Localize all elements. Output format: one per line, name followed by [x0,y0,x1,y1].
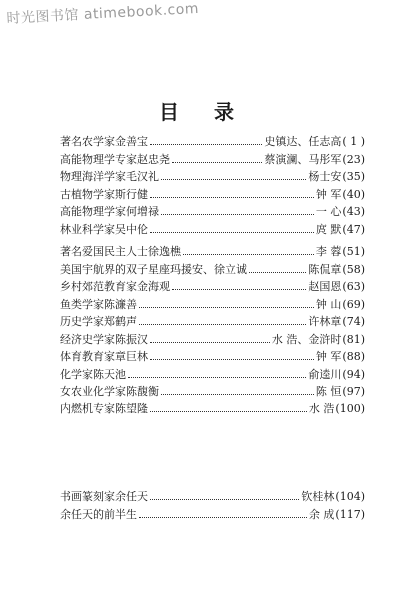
toc-group-art [60,487,365,522]
entry-title: 古植物学家斯行健 [60,187,148,201]
entry-author: 蔡演澜、马彤军 [264,152,342,166]
entry-author: 陈侃章 [308,262,342,276]
toc-entry[interactable] [60,167,365,184]
toc-entry[interactable] [60,382,365,399]
entry-author: 杨士安 [308,170,342,184]
entry-author: 史镇达、任志高 [264,135,342,149]
dot-leader [150,342,270,343]
dot-leader [161,179,306,180]
toc-entry[interactable] [60,312,365,329]
entry-author: 水 浩、金浒时 [271,332,342,346]
toc-entry[interactable] [60,277,365,294]
dot-leader [139,517,307,518]
entry-title: 余任天的前半生 [60,507,137,521]
entry-title: 化学家陈天池 [60,367,126,381]
entry-author: 一 心 [315,205,342,219]
entry-author: 陈 恒 [315,384,342,398]
entry-page: (104) [335,490,365,504]
entry-author: 赵国恩 [308,280,342,294]
entry-page: (58) [342,262,365,276]
toc-entry[interactable] [60,504,365,521]
entry-title: 物理海洋学家毛汉礼 [60,170,159,184]
dot-leader [161,394,314,395]
dot-leader [128,377,306,378]
entry-page: (97) [342,384,365,398]
entry-author: 钟 山 [315,297,342,311]
toc-entry[interactable] [60,487,365,504]
entry-author: 李 蓉 [315,245,342,259]
entry-page: (40) [342,187,365,201]
toc-entry[interactable] [60,149,365,166]
toc-entry[interactable] [60,294,365,311]
dot-leader [150,232,314,233]
toc-group-humanities [60,242,365,416]
entry-author: 余 成 [308,507,335,521]
dot-leader [249,272,306,273]
toc-entry[interactable] [60,347,365,364]
entry-page: (35) [342,170,365,184]
entry-author: 许林章 [308,315,342,329]
entry-author: 庹 默 [315,222,342,236]
entry-title: 内燃机专家陈望隆 [60,402,148,416]
toc-entry[interactable] [60,202,365,219]
toc-entry[interactable] [60,184,365,201]
entry-page: (81) [342,332,365,346]
page-title: 目 录 [159,100,248,124]
entry-title: 著名农学家金善宝 [60,135,148,149]
dot-leader [139,324,306,325]
entry-title: 著名爱国民主人士徐逸樵 [60,245,181,259]
toc-entry[interactable] [60,219,365,236]
entry-page: ( 1 ) [342,135,365,149]
entry-author: 钟 军 [315,187,342,201]
entry-page: (47) [342,222,365,236]
entry-page: (100) [335,402,365,416]
entry-title: 书画篆刻家余任天 [60,490,148,504]
dot-leader [161,214,314,215]
entry-title: 体育教育家章巨林 [60,350,148,364]
entry-title: 林业科学家吴中伦 [60,222,148,236]
toc-group-science [60,132,365,237]
dot-leader [172,162,262,163]
entry-page: (63) [342,280,365,294]
toc-entry[interactable] [60,364,365,381]
dot-leader [139,307,314,308]
toc-entry[interactable] [60,329,365,346]
entry-title: 经济史学家陈振汉 [60,332,148,346]
entry-page: (88) [342,350,365,364]
entry-page: (74) [342,315,365,329]
dot-leader [183,254,314,255]
entry-page: (69) [342,297,365,311]
toc-entry[interactable] [60,242,365,259]
entry-title: 乡村郊范教育家金海观 [60,280,170,294]
entry-page: (23) [342,152,365,166]
watermark: 时光图书馆 atimebook.com [6,0,200,27]
entry-page: (51) [342,245,365,259]
entry-title: 高能物理学专家赵忠尧 [60,152,170,166]
entry-page: (43) [342,205,365,219]
entry-title: 高能物理学家何增禄 [60,205,159,219]
entry-author: 俞逵川 [308,367,342,381]
toc-entry[interactable] [60,132,365,149]
dot-leader [150,499,299,500]
dot-leader [172,289,306,290]
entry-author: 钦桂林 [301,490,335,504]
toc-entry[interactable] [60,259,365,276]
entry-author: 水 浩 [308,402,335,416]
toc-entry[interactable] [60,399,365,416]
dot-leader [150,359,314,360]
dot-leader [150,144,262,145]
entry-title: 美国宇航界的双子星座玛援安、徐立诚 [60,262,247,276]
dot-leader [150,197,314,198]
dot-leader [150,411,307,412]
entry-author: 钟 军 [315,350,342,364]
entry-page: (117) [335,507,365,521]
entry-title: 女农业化学家陈馥衡 [60,384,159,398]
entry-title: 历史学家郑鹤声 [60,315,137,329]
entry-title: 鱼类学家陈濓善 [60,297,137,311]
entry-page: (94) [342,367,365,381]
